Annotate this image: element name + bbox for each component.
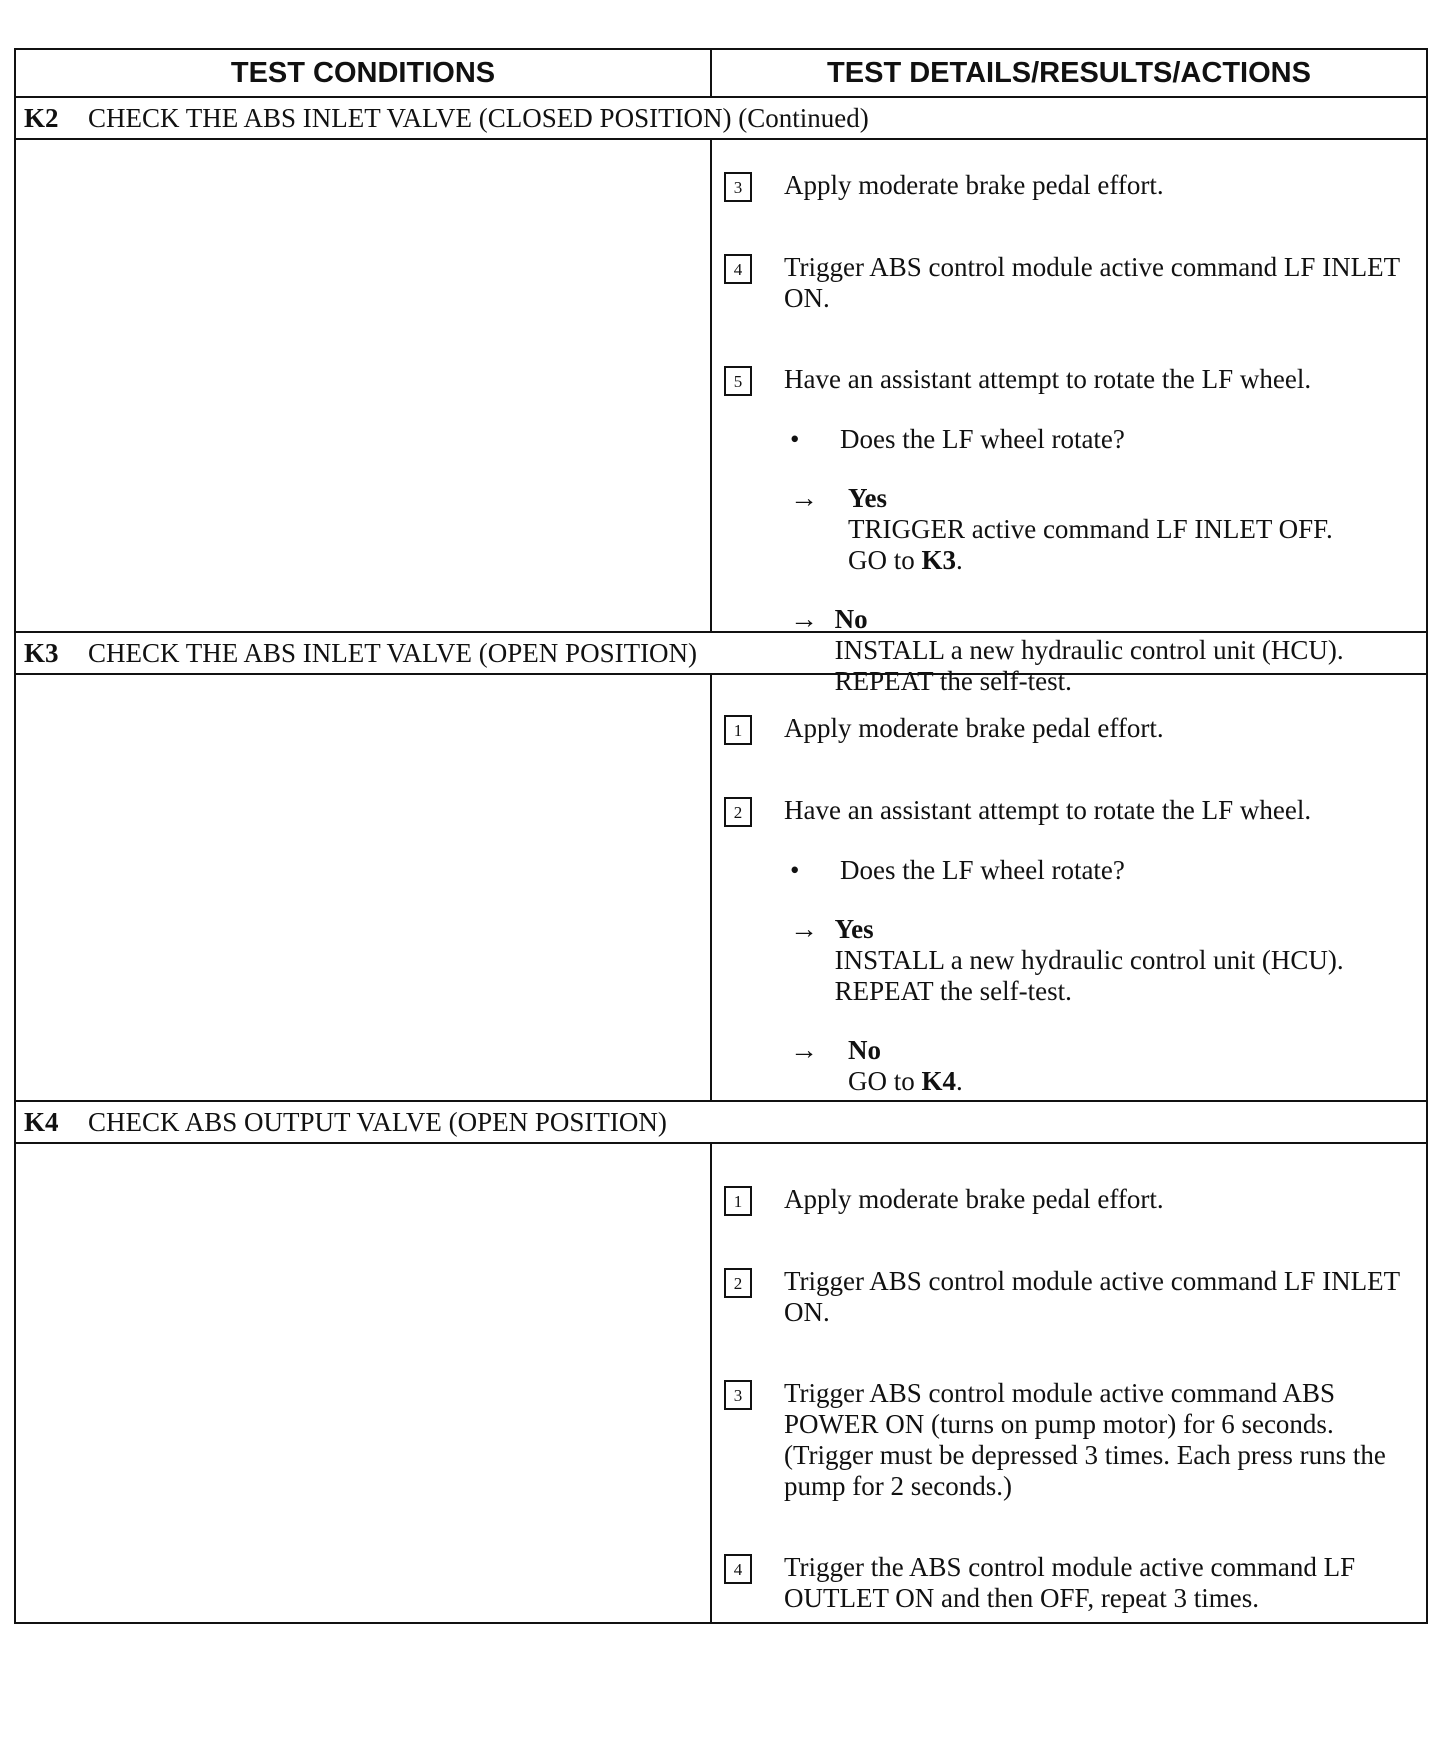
step — [724, 1378, 1414, 1502]
arrow-right-icon: → — [790, 914, 818, 945]
step-text: Trigger ABS control module active command ABS POWER ON (turns on pump motor) for 6 seconds. (Trigger must be depressed 3 times. Each press runs the pump for 2 seconds.) — [784, 1378, 1386, 1501]
go-to-text: GO to — [848, 545, 915, 575]
step-text: Apply moderate brake pedal effort. — [784, 713, 1164, 743]
bullet-icon: • — [790, 855, 800, 885]
step-number: 4 — [724, 254, 752, 284]
question-text: Does the LF wheel rotate? — [840, 855, 1125, 885]
question-text: Does the LF wheel rotate? — [840, 424, 1125, 454]
test-conditions-cell — [16, 1144, 712, 1622]
step-text: Have an assistant attempt to rotate the LF wheel. — [784, 364, 1312, 394]
result-text: INSTALL a new hydraulic control unit (HCU). REPEAT the self-test. — [834, 945, 1344, 1006]
test-details-cell — [712, 1144, 1426, 1622]
step-number: 2 — [724, 797, 752, 827]
result-label: Yes — [848, 483, 887, 513]
step — [724, 170, 1414, 202]
step-text: Trigger ABS control module active command LF INLET ON. — [784, 252, 1400, 313]
arrow-right-icon: → — [790, 1035, 818, 1066]
result-no — [790, 1035, 1414, 1097]
test-conditions-cell — [16, 140, 712, 631]
section-k4-body — [16, 1144, 1426, 1622]
section-k4-heading — [16, 1102, 1426, 1144]
arrow-right-icon: → — [790, 604, 818, 635]
section-code: K4 — [24, 1106, 59, 1137]
result-yes — [790, 483, 1414, 576]
step-number: 2 — [724, 1268, 752, 1298]
test-details-cell — [712, 675, 1426, 1100]
diagnostic-table — [14, 48, 1428, 1624]
step-number: 3 — [724, 1380, 752, 1410]
header-test-details: TEST DETAILS/RESULTS/ACTIONS — [827, 56, 1311, 89]
section-title: CHECK THE ABS INLET VALVE (OPEN POSITION) — [88, 637, 698, 668]
section-code: K2 — [24, 102, 59, 133]
step — [724, 252, 1414, 314]
result-text: INSTALL a new hydraulic control unit (HCU). REPEAT the self-test. — [834, 635, 1344, 696]
step — [724, 795, 1414, 827]
section-code: K3 — [24, 637, 59, 668]
test-conditions-cell — [16, 675, 712, 1100]
step — [724, 1552, 1414, 1614]
result-label: No — [848, 1035, 881, 1065]
step-text: Trigger the ABS control module active command LF OUTLET ON and then OFF, repeat 3 times. — [784, 1552, 1356, 1613]
step-number: 3 — [724, 172, 752, 202]
bullet-icon: • — [790, 424, 800, 454]
punctuation: . — [956, 1066, 963, 1096]
result-yes — [790, 914, 1414, 1007]
step — [724, 1266, 1414, 1328]
step-text: Apply moderate brake pedal effort. — [784, 170, 1164, 200]
section-k3-body — [16, 675, 1426, 1102]
result-label: Yes — [834, 914, 874, 944]
go-to-code: K4 — [921, 1066, 957, 1096]
step — [724, 1184, 1414, 1216]
step-number: 5 — [724, 366, 752, 396]
header-test-conditions: TEST CONDITIONS — [16, 50, 712, 96]
step-text: Apply moderate brake pedal effort. — [784, 1184, 1164, 1214]
result-label: No — [834, 604, 868, 634]
arrow-right-icon: → — [790, 483, 818, 514]
step — [724, 364, 1414, 396]
result-text: TRIGGER active command LF INLET OFF. — [848, 514, 1333, 544]
section-title: CHECK THE ABS INLET VALVE (CLOSED POSITION) (Continued) — [88, 102, 869, 133]
step-number: 1 — [724, 1186, 752, 1216]
step-number: 4 — [724, 1554, 752, 1584]
question — [790, 855, 1414, 886]
step-text: Trigger ABS control module active command LF INLET ON. — [784, 1266, 1400, 1327]
step — [724, 713, 1414, 745]
go-to-text: GO to — [848, 1066, 915, 1096]
go-to-code: K3 — [921, 545, 957, 575]
test-details-cell — [712, 140, 1426, 696]
punctuation: . — [956, 545, 963, 575]
section-k2-heading — [16, 98, 1426, 140]
step-text: Have an assistant attempt to rotate the LF wheel. — [784, 795, 1312, 825]
step-number: 1 — [724, 715, 752, 745]
section-title: CHECK ABS OUTPUT VALVE (OPEN POSITION) — [88, 1106, 667, 1137]
table-header — [16, 50, 1426, 98]
question — [790, 424, 1414, 455]
